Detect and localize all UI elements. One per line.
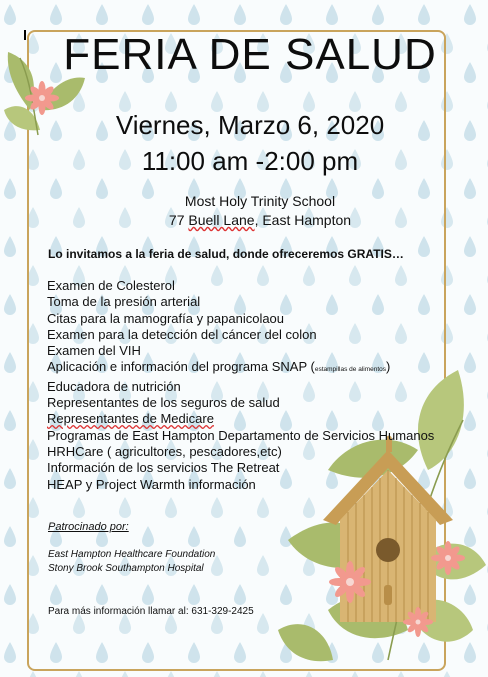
contact-phone: Para más información llamar al: 631-329-2425 bbox=[48, 606, 254, 617]
venue-name: Most Holy Trinity School bbox=[184, 193, 336, 209]
snap-item-text: Aplicación e información del programa SNAP ( bbox=[47, 359, 315, 375]
invitation-text: Lo invitamos a la feria de salud, donde ofreceremos GRATIS… bbox=[48, 247, 404, 261]
list-item: Educadora de nutrición bbox=[47, 378, 181, 394]
flyer-title: FERIA DE SALUD bbox=[63, 30, 437, 79]
list-item: Representantes de Medicare bbox=[47, 411, 214, 427]
venue-town: , East Hampton bbox=[254, 212, 352, 228]
list-item: East Hampton Healthcare Foundation bbox=[48, 549, 216, 560]
list-item: Programas de East Hampton Departamento de Servicios Humanos bbox=[47, 427, 435, 443]
list-item: HRHCare ( agricultores, pescadores,etc) bbox=[47, 443, 282, 459]
list-item: Stony Brook Southampton Hospital bbox=[48, 563, 204, 574]
text-cursor bbox=[24, 30, 26, 40]
list-item: Toma de la presión arterial bbox=[47, 294, 201, 310]
services-list bbox=[47, 278, 477, 493]
list-item: Examen para la detección del cáncer del colon bbox=[47, 326, 317, 342]
list-item: HEAP y Project Warmth información bbox=[47, 476, 256, 492]
sponsor-label: Patrocinado por: bbox=[48, 521, 129, 533]
list-item: Examen del VIH bbox=[47, 343, 141, 359]
event-time: 11:00 am -2:00 pm bbox=[141, 146, 359, 176]
sponsor-list bbox=[48, 548, 215, 576]
list-item: Examen de Colesterol bbox=[47, 278, 175, 293]
list-item: Citas para la mamografía y papanicolaou bbox=[47, 310, 285, 326]
list-item bbox=[47, 359, 477, 378]
venue-number: 77 bbox=[168, 212, 185, 228]
list-item: Representantes de los seguros de salud bbox=[47, 395, 280, 411]
event-date: Viernes, Marzo 6, 2020 bbox=[115, 110, 385, 140]
list-item: Información de los servicios The Retreat bbox=[47, 460, 280, 476]
venue-street: Buell Lane bbox=[188, 212, 255, 228]
venue-block bbox=[130, 192, 390, 230]
snap-note: estampillas de alimentos bbox=[314, 366, 387, 374]
snap-close: ) bbox=[386, 359, 391, 375]
venue-address bbox=[130, 211, 390, 230]
